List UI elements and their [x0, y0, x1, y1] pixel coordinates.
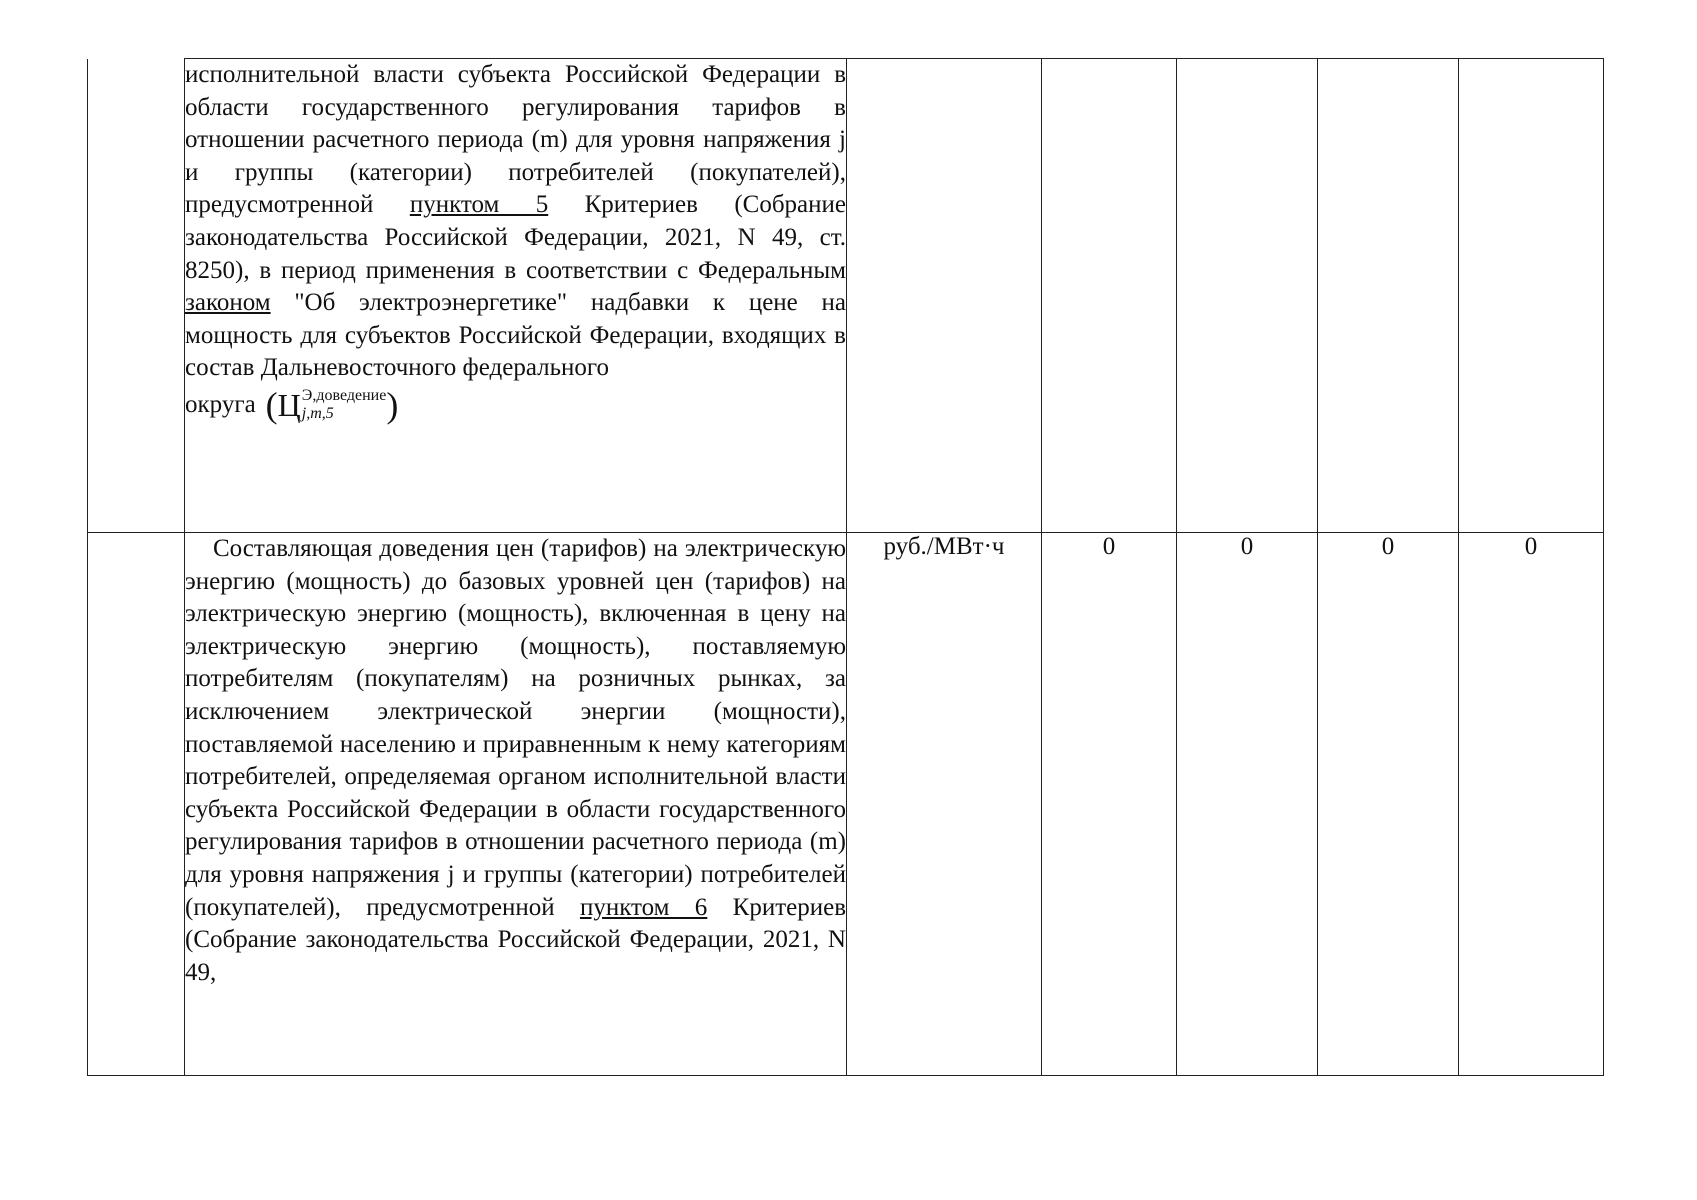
- description-text: исполнительной власти субъекта Российской Федерации в области государственного регулирования тарифов в отношении расчетного периода (m) для уровня напряжения j и группы (категории) потребителей (покупателей), предусмотренной пунктом 5 Критериев (Собрание законодательства Российской Федерации, 2021, N 49, ст. 8250), в период применения в соответствии с Федеральным законом "Об электроэнергетике" надбавки к цене на мощность для субъектов Российской Федерации, входящих в состав Дальневосточного федерального: [185, 61, 847, 382]
- value-cell: 0: [1318, 533, 1459, 1076]
- unit-cell: руб./МВт·ч: [847, 533, 1042, 1076]
- punkt-5-link[interactable]: пунктом 5: [409, 191, 549, 219]
- punkt-6-link[interactable]: пунктом 6: [579, 893, 708, 921]
- row-number-cell: [88, 59, 185, 533]
- value-cell: 0: [1177, 533, 1318, 1076]
- tariff-table: [87, 58, 1604, 1076]
- row-number-cell: [88, 533, 185, 1076]
- table-row: [88, 59, 1604, 533]
- value-cell: [1177, 59, 1318, 533]
- price-formula: ( Ц Э,доведение j,m,5 ): [265, 384, 399, 425]
- formula-superscript: Э,доведение: [301, 386, 387, 404]
- last-word: округа: [185, 390, 256, 418]
- formula-subscript: j,m,5: [301, 404, 334, 422]
- value-cell: [1318, 59, 1459, 533]
- description-cell: [185, 533, 847, 1076]
- value-cell: [1459, 59, 1604, 533]
- formula-line: [185, 384, 846, 425]
- value-cell: 0: [1459, 533, 1604, 1076]
- formula-symbol: Ц: [277, 386, 301, 423]
- value-cell: 0: [1042, 533, 1177, 1076]
- description-text: Составляющая доведения цен (тарифов) на электрическую энергию (мощность) до базовых уровней цен (тарифов) на электрическую энергию (мощность), включенная в цену на электрическую энергию (мощность), поставляемую потребителям (покупателям) на розничных рынках, за исключением электрической энергии (мощности), поставляемой населению и приравненным к нему категориям потребителей, определяемая органом исполнительной власти субъекта Российской Федерации в области государственного регулирования тарифов в отношении расчетного периода (m) для уровня напряжения j и группы (категории) потребителей (покупателей), предусмотренной пунктом 6 Критериев (Собрание законодательства Российской Федерации, 2021, N 49,: [185, 535, 846, 986]
- value-cell: [1042, 59, 1177, 533]
- law-link[interactable]: законом: [185, 289, 271, 317]
- unit-cell: [847, 59, 1042, 533]
- description-cell: [185, 59, 847, 533]
- table-row: [88, 533, 1604, 1076]
